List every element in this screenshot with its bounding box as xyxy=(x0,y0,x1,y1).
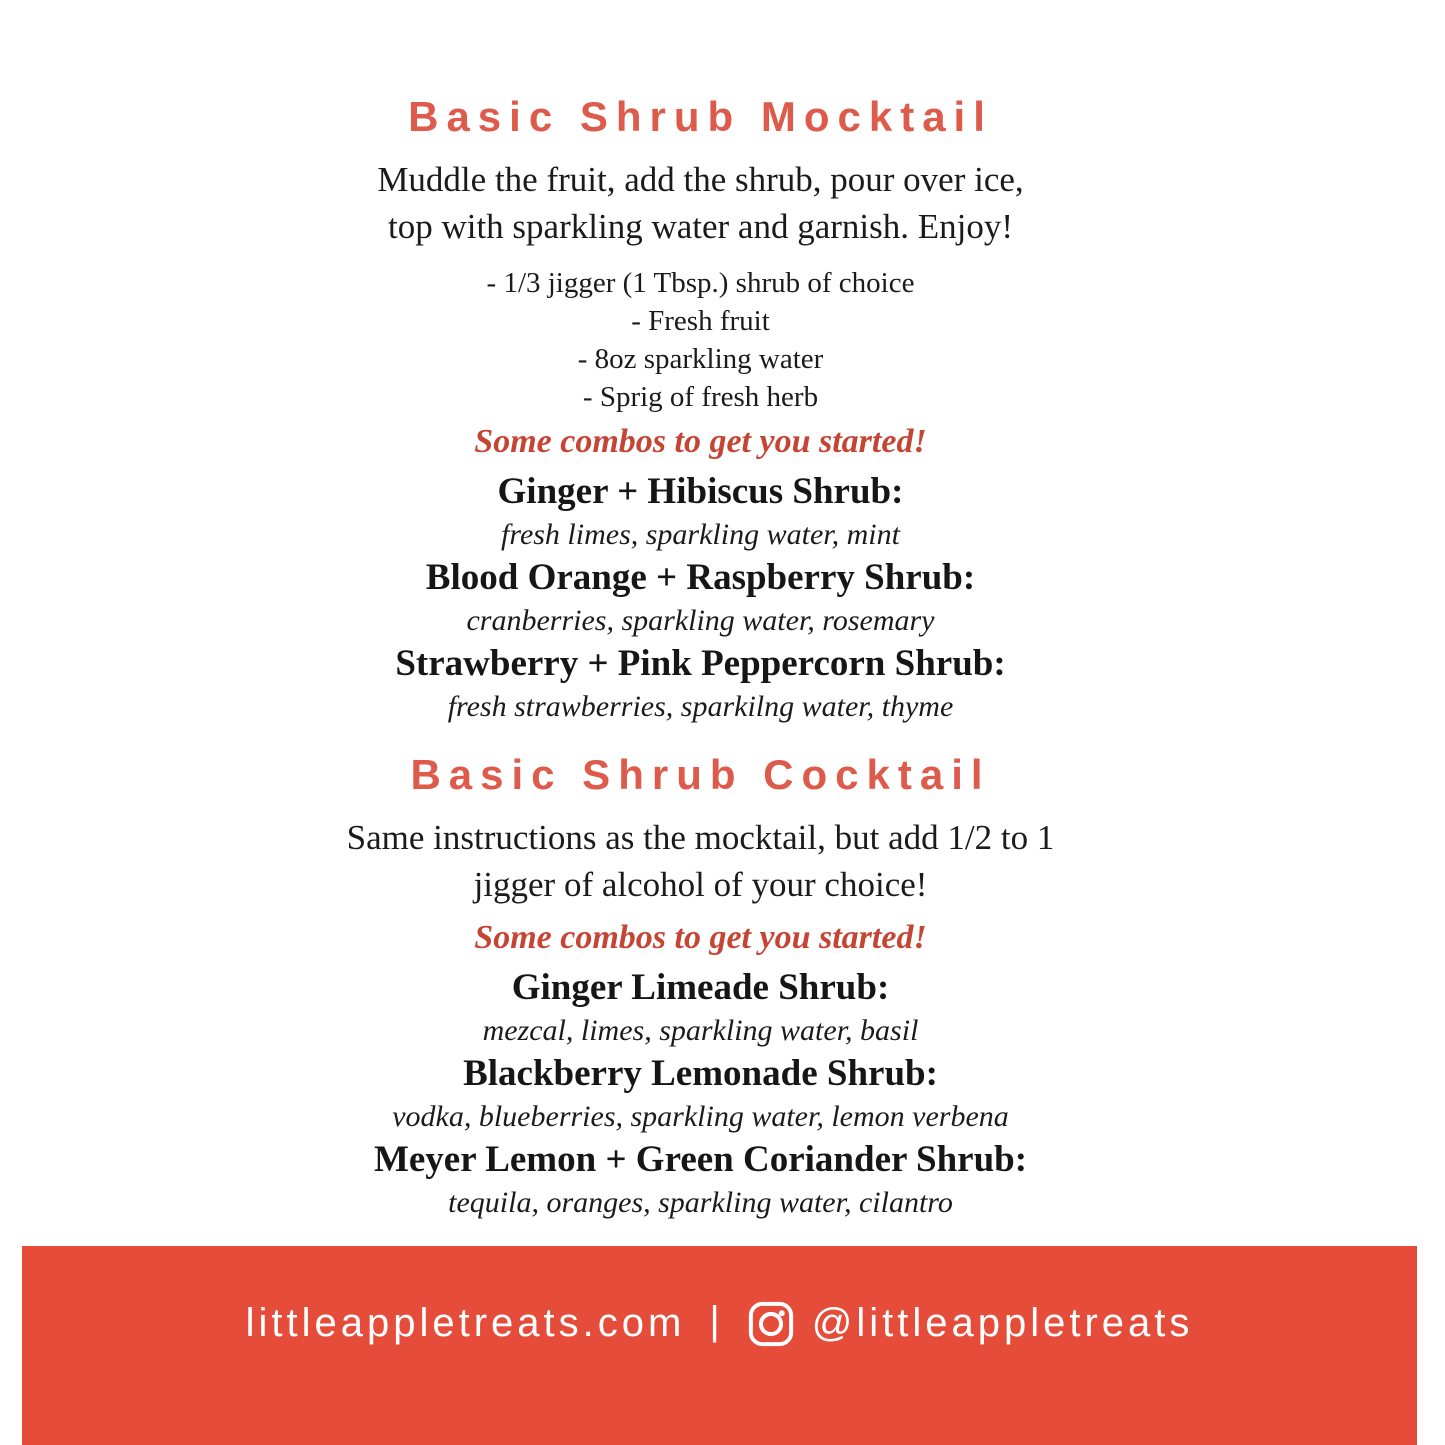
instruction-line: jigger of alcohol of your choice! xyxy=(473,865,928,904)
combo-name: Ginger + Hibiscus Shrub: xyxy=(497,471,904,512)
combo-name: Meyer Lemon + Green Coriander Shrub: xyxy=(373,1139,1028,1180)
cocktail-section-title: Basic Shrub Cocktail xyxy=(410,751,991,798)
combo-details: fresh strawberries, sparkilng water, thyme xyxy=(447,690,954,723)
footer-content xyxy=(246,1301,1194,1347)
combo-name: Ginger Limeade Shrub: xyxy=(511,967,890,1008)
instagram-handle: @littleappletreats xyxy=(811,1301,1194,1345)
mocktail-instructions xyxy=(0,156,1401,250)
instruction-line: Muddle the fruit, add the shrub, pour over ice, xyxy=(377,160,1024,199)
mocktail-section-title: Basic Shrub Mocktail xyxy=(408,93,993,140)
cocktail-combo-list xyxy=(0,966,1401,1224)
instagram-icon xyxy=(748,1301,794,1347)
cocktail-instructions xyxy=(0,814,1401,908)
combo-item xyxy=(0,966,1401,1052)
combo-details: mezcal, limes, sparkling water, basil xyxy=(482,1014,919,1047)
combo-name: Strawberry + Pink Peppercorn Shrub: xyxy=(395,643,1006,684)
separator: | xyxy=(709,1299,724,1343)
combo-item xyxy=(0,1138,1401,1224)
combo-details: tequila, oranges, sparkling water, cilantro xyxy=(448,1186,953,1219)
cocktail-combos-heading: Some combos to get you started! xyxy=(474,919,927,956)
combo-item xyxy=(0,642,1401,728)
ingredient-item: - Sprig of fresh herb xyxy=(582,381,819,413)
ingredient-item: - 1/3 jigger (1 Tbsp.) shrub of choice xyxy=(486,267,915,299)
ingredient-item: - 8oz sparkling water xyxy=(577,343,824,375)
mocktail-combos-heading: Some combos to get you started! xyxy=(474,423,927,460)
ingredient-item: - Fresh fruit xyxy=(631,305,770,337)
combo-item xyxy=(0,470,1401,556)
website-url: littleappletreats.com xyxy=(245,1301,686,1345)
combo-details: cranberries, sparkling water, rosemary xyxy=(466,604,935,637)
mocktail-ingredient-list xyxy=(0,264,1401,416)
combo-name: Blood Orange + Raspberry Shrub: xyxy=(425,557,976,598)
instruction-line: top with sparkling water and garnish. Enjoy! xyxy=(387,207,1013,246)
combo-details: fresh limes, sparkling water, mint xyxy=(501,518,900,551)
combo-name: Blackberry Lemonade Shrub: xyxy=(463,1053,938,1094)
footer-banner xyxy=(22,1246,1417,1445)
combo-details: vodka, blueberries, sparkling water, lemon verbena xyxy=(392,1100,1009,1133)
mocktail-combo-list xyxy=(0,470,1401,728)
combo-item xyxy=(0,1052,1401,1138)
combo-item xyxy=(0,556,1401,642)
instruction-line: Same instructions as the mocktail, but add 1/2 to 1 xyxy=(346,818,1055,857)
